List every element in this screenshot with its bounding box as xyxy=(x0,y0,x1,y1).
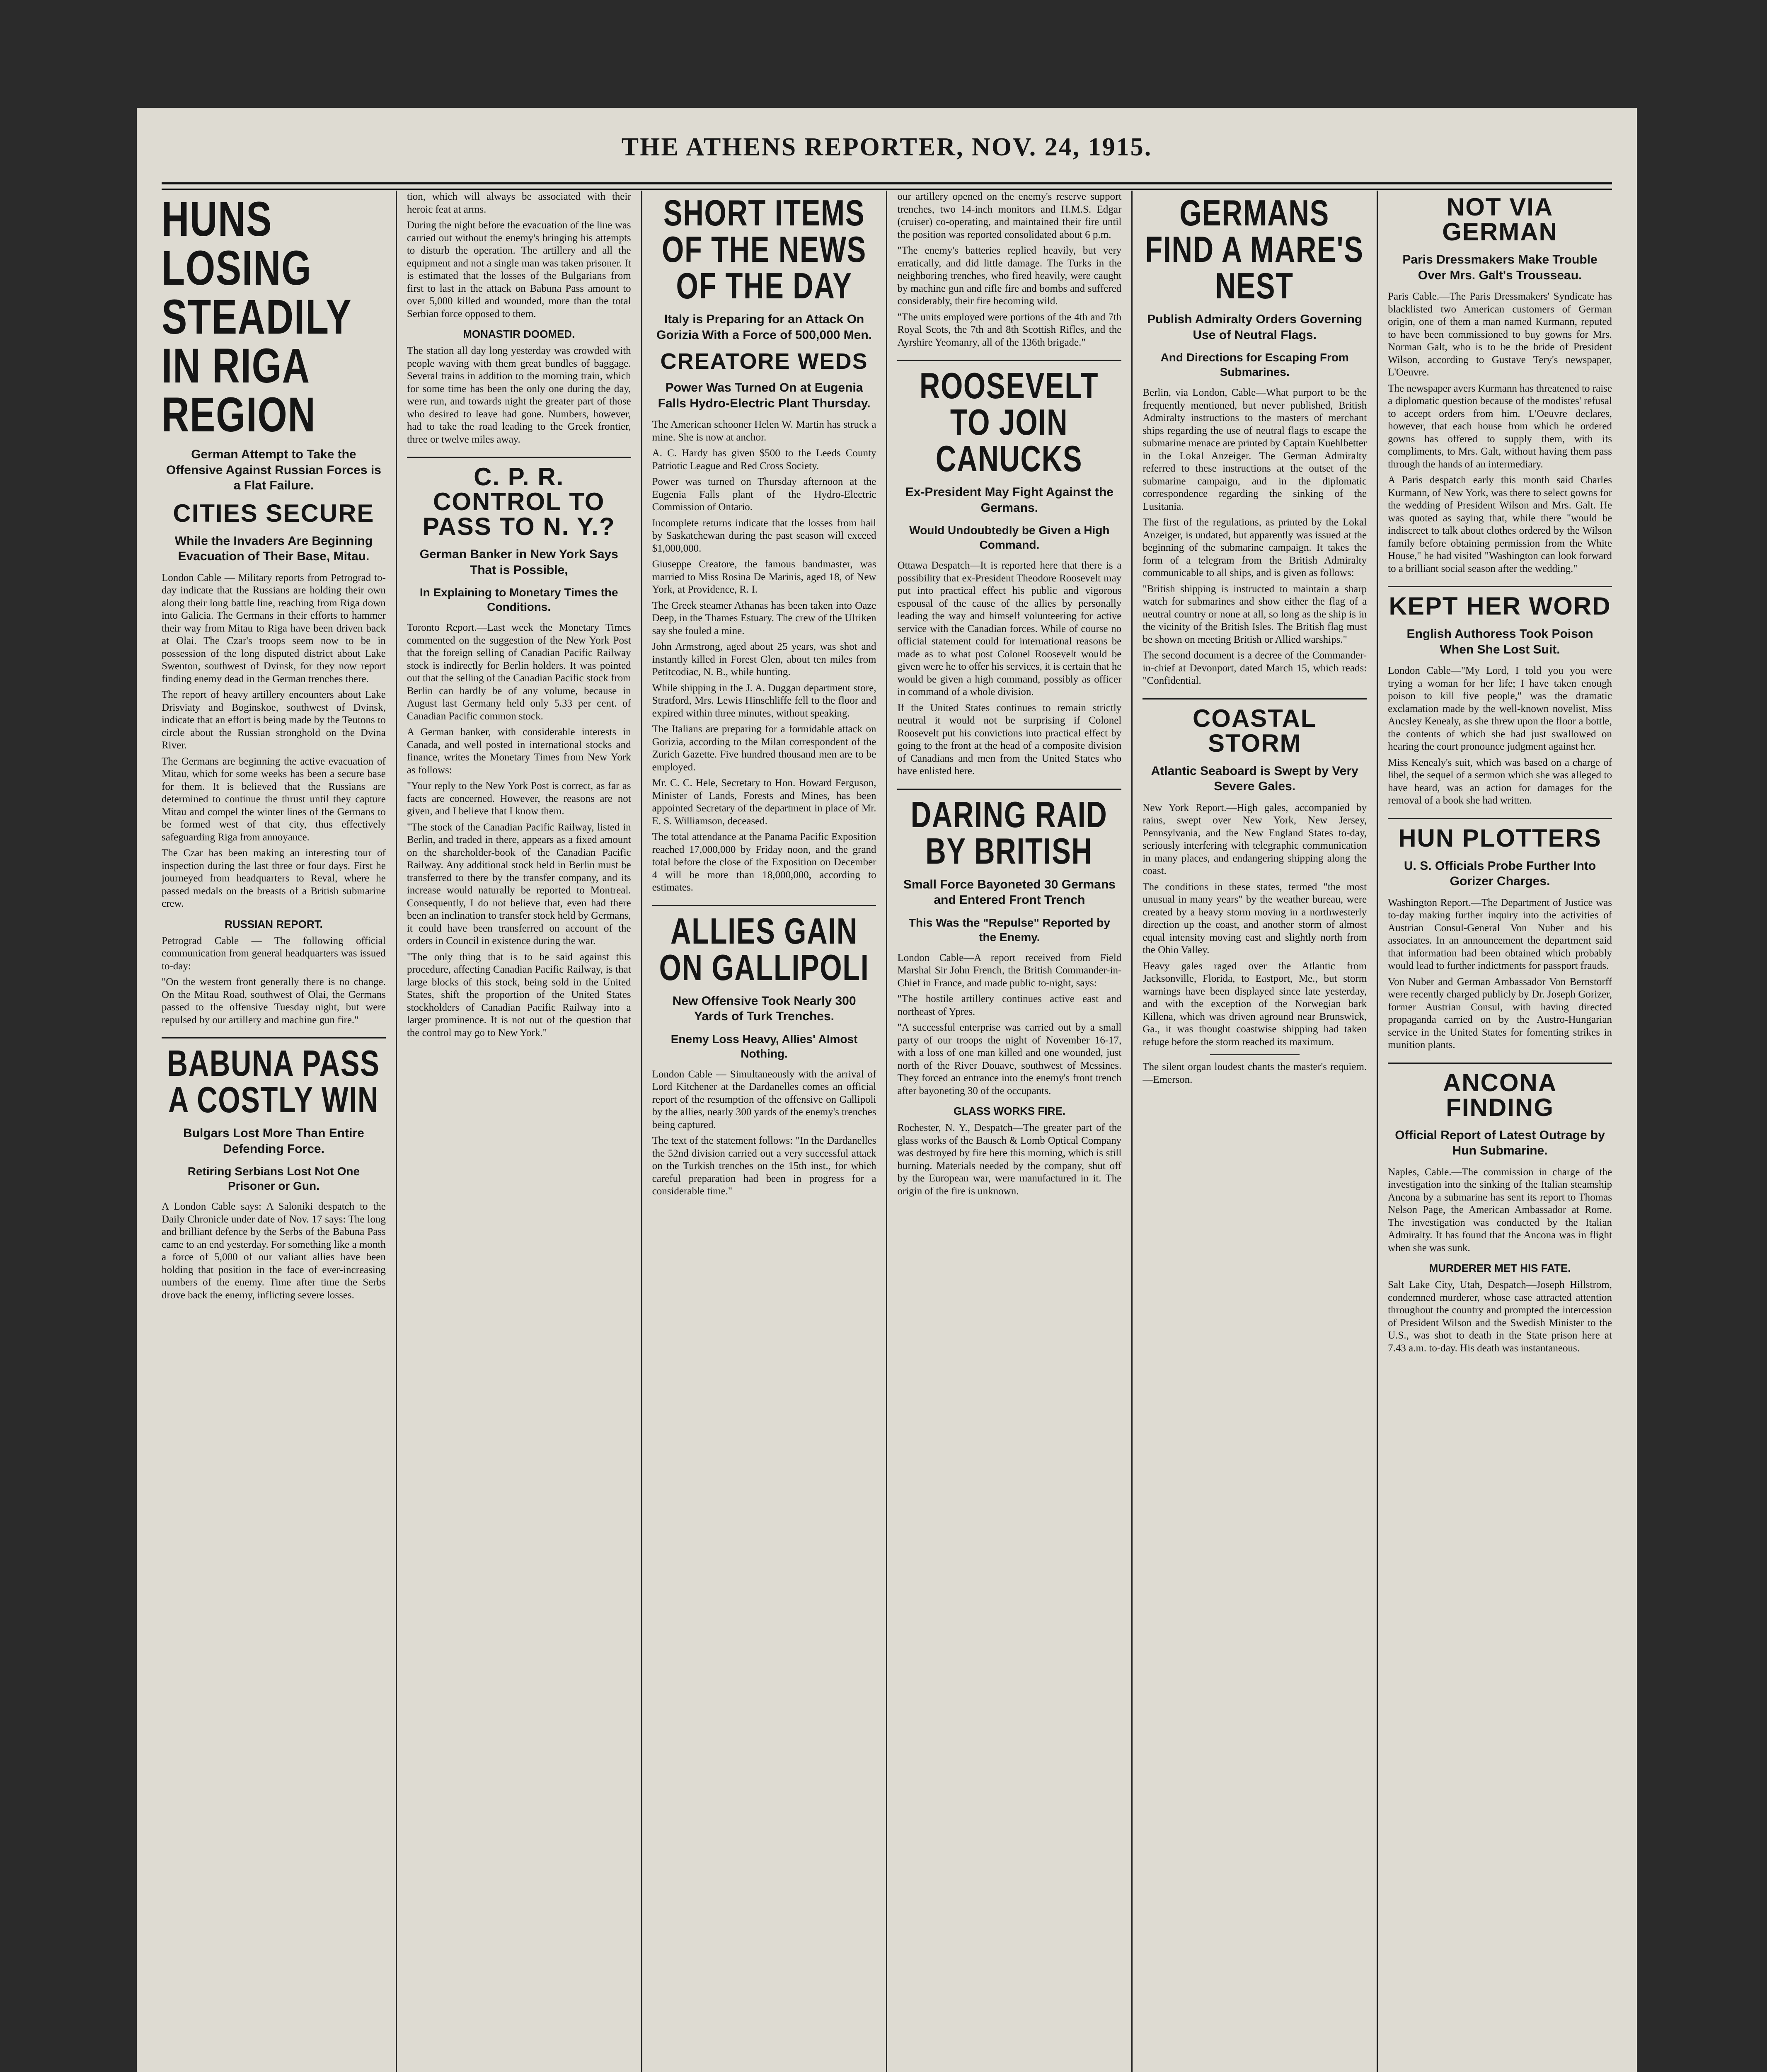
divider xyxy=(1388,586,1612,587)
headline: ROOSEVELT TO JOIN CANUCKS xyxy=(920,365,1099,479)
paragraph: "The hostile artillery continues active east and northeast of Ypres. xyxy=(897,993,1122,1017)
paragraph: Petrograd Cable — The following official communication from general headquarters was issued to-day: xyxy=(162,935,386,972)
article-ancona-finding xyxy=(1388,1070,1612,1355)
paragraph: "On the western front generally there is no change. On the Mitau Road, southwest of Olai, the Germans passed to the offensive Tuesday night, but were repulsed by our artillery and machine gun fire." xyxy=(162,976,386,1026)
divider xyxy=(897,789,1121,790)
article-daring-raid xyxy=(897,796,1121,1198)
paragraph: Von Nuber and German Ambassador Von Bernstorff were recently charged publicly by Dr. Joseph Gorizer, former Austrian Consul, with having directed propaganda carried on by the Austro-Hungarian service in the United States for fomenting strikes in munition plants. xyxy=(1388,976,1612,1051)
deck: German Attempt to Take the Offensive Against Russian Forces is a Flat Failure. xyxy=(166,448,381,492)
deck: German Banker in New York Says That is Possible, xyxy=(419,547,618,577)
article-cpr-control xyxy=(407,465,631,1039)
deck: Enemy Loss Heavy, Allies' Almost Nothing. xyxy=(670,1032,858,1060)
headline: GERMANS FIND A MARE'S NEST xyxy=(1145,192,1364,306)
quotation: The silent organ loudest chants the master's requiem.—Emerson. xyxy=(1142,1061,1367,1085)
paragraph: The conditions in these states, termed "the most unusual in many years" by the weather bureau, were created by a heavy storm moving in a northwesterly direction up the coast, and another storm of almost equal intensity moving east and slightly north from the Ohio Valley. xyxy=(1142,881,1367,956)
paragraph: The Italians are preparing for a formidable attack on Gorizia, according to the Milan correspondent of the Zurich Gazette. Five hundred thousand men are to be employed. xyxy=(652,724,876,773)
divider xyxy=(652,905,876,906)
section-subhead: MONASTIR DOOMED. xyxy=(463,328,575,340)
article-hun-plotters xyxy=(1388,826,1612,1052)
column-1 xyxy=(162,191,396,2072)
paragraph: A Paris despatch early this month said Charles Kurmann, of New York, was there to select gowns for the wedding of President Wilson and Mrs. Galt. He was quoted as saying that, while there "would be indiscreet to talk about clothes ordered by the Wilson family before obtaining permission from the White House," he had visited "Washington can look forward to a brilliant social season after the wedding." xyxy=(1388,474,1612,574)
headline: ALLIES GAIN ON GALLIPOLI xyxy=(659,910,869,988)
paragraph: Power was turned on Thursday afternoon at the Eugenia Falls plant of the Hydro-Electric Commission of Ontario. xyxy=(652,476,876,513)
deck: English Authoress Took Poison When She Lost Suit. xyxy=(1406,627,1593,656)
paragraph: During the night before the evacuation of the line was carried out without the enemy's bringing his attempts to disturb the operation. The artillery and all the equipment and not a single man was taken prisoner. It is estimated that the losses of the Bulgarians from first to last in the attack on Babuna Pass amount to over 5,000 killed and wounded, more than the total Serbian force opposed to them. xyxy=(407,220,631,320)
headline: HUNS LOSING STEADILY IN RIGA REGION xyxy=(162,192,351,442)
divider xyxy=(1388,1063,1612,1064)
column-6 xyxy=(1377,191,1612,2072)
deck: Bulgars Lost More Than Entire Defending Force. xyxy=(183,1126,364,1156)
deck: While the Invaders Are Beginning Evacuation of Their Base, Mitau. xyxy=(174,534,373,563)
section-subhead: MURDERER MET HIS FATE. xyxy=(1429,1262,1571,1274)
paragraph: A London Cable says: A Saloniki despatch to the Daily Chronicle under date of Nov. 17 says: The long and brilliant defence by the Serbs of the Babuna Pass came to an end yesterday. For something like a month a force of 5,000 of our valiant allies have been holding that position in the face of ever-increasing numbers of the enemy. Time after time the Serbs drove back the enemy, inflicting severe losses. xyxy=(162,1201,386,1301)
deck: And Directions for Escaping From Submarines. xyxy=(1160,351,1349,378)
paragraph: New York Report.—High gales, accompanied by rains, swept over New York, New Jersey, Pennsylvania, and the New England States to-day, seriously interfering with telegraphic communication in many places, and endangering shipping along the coast. xyxy=(1142,802,1367,876)
paragraph: The Greek steamer Athanas has been taken into Oaze Deep, in the Thames Estuary. The crew of the Ulriken say she fouled a mine. xyxy=(652,600,876,637)
paragraph: The American schooner Helen W. Martin has struck a mine. She is now at anchor. xyxy=(652,419,876,443)
paragraph: "British shipping is instructed to maintain a sharp watch for submarines and show either the flag of a neutral country or none at all, so long as the ship is in the vicinity of the British Isles. The British flag must be shown on meeting British or Allied warships." xyxy=(1142,583,1367,645)
deck: New Offensive Took Nearly 300 Yards of Turk Trenches. xyxy=(672,994,856,1023)
divider xyxy=(407,457,631,458)
paragraph: Salt Lake City, Utah, Despatch—Joseph Hillstrom, condemned murderer, whose case attracted attention throughout the country and prompted the intercession of President Wilson and the Swedish Minister to the U.S., was shot to death in the State prison here at 7.43 a.m. to-day. His death was instantaneous. xyxy=(1388,1279,1612,1354)
paragraph: Rochester, N. Y., Despatch—The greater part of the glass works of the Bausch & Lomb Optical Company was destroyed by fire here this morning, which is still burning. Materials needed by the company, shut off by the European war, were manufactured in it. The origin of the fire is unknown. xyxy=(897,1122,1122,1197)
paragraph: London Cable — Simultaneously with the arrival of Lord Kitchener at the Dardanelles comes an official report of the resumption of the offensive on Gallipoli by the allies, nearly 300 yards of the enemy's trenches being captured. xyxy=(652,1068,876,1130)
deck: Small Force Bayoneted 30 Germans and Entered Front Trench xyxy=(903,877,1116,907)
headline: SHORT ITEMS OF THE NEWS OF THE DAY xyxy=(661,192,867,306)
article-roosevelt xyxy=(897,365,1122,778)
paragraph: "The only thing that is to be said against this procedure, affecting Canadian Pacific Railway, is that large blocks of this stock, being sold in the United States, shift the proportion of the United States stockholders of Canadian Pacific Railway into a larger prominence. It is not out of the question that the control may go to New York." xyxy=(407,951,631,1038)
paragraph: Naples, Cable.—The commission in charge of the investigation into the sinking of the Italian steamship Ancona by a submarine has sent its report to Thomas Nelson Page, the American Ambassador at Rome. The investigation was conducted by the Italian Admiralty. It has found that the Ancona was in flight when she was sunk. xyxy=(1388,1166,1612,1254)
paragraph: "Your reply to the New York Post is correct, as far as facts are concerned. However, the reasons are not given, and I believe that I know them. xyxy=(407,780,631,817)
deck: Ex-President May Fight Against the Germans. xyxy=(905,485,1114,515)
article-babuna-pass xyxy=(162,1045,386,1302)
article-kept-her-word xyxy=(1388,594,1612,807)
paragraph: "A successful enterprise was carried out by a small party of our troops the night of November 16-17, with a loss of one man killed and one wounded, just north of the River Douave, southwest of Messines. They forced an entrance into the enemy's front trench after bayoneting 30 of the occupants. xyxy=(897,1022,1122,1097)
paragraph: John Armstrong, aged about 25 years, was shot and instantly killed in Forest Glen, about ten miles from Petitcodiac, N. B., while hunting. xyxy=(652,641,876,678)
headline: ANCONA FINDING xyxy=(1443,1068,1557,1121)
paragraph: Heavy gales raged over the Atlantic from Jacksonville, Florida, to Eastport, Me., but storm warnings have been displayed since late yesterday, and with the exception of the Norwegian bark Killena, which was driven aground near Brunswick, Ga., it was thought coastwise shipping had taken refuge before the storm reached its maximum. xyxy=(1142,960,1367,1048)
deck: Paris Dressmakers Make Trouble Over Mrs. Galt's Trousseau. xyxy=(1402,253,1598,282)
headline: KEPT HER WORD xyxy=(1389,592,1611,620)
deck: Publish Admiralty Orders Governing Use of Neutral Flags. xyxy=(1147,312,1363,342)
paragraph: tion, which will always be associated with their heroic feat at arms. xyxy=(407,191,631,215)
divider xyxy=(1388,818,1612,819)
article-coastal-storm xyxy=(1142,706,1367,1087)
paragraph: Incomplete returns indicate that the losses from hail by Saskatchewan during the past season will exceed $1,000,000. xyxy=(652,517,876,554)
paragraph: London Cable — Military reports from Petrograd to-day indicate that the Russians are holding their own along their long battle line, reaching from Riga down into Galicia. The Germans in their efforts to hammer their way from Mitau to Riga have been driven back at Olai. The Czar's troops seem now to be in possession of the long disputed district about Lake Swenton, southwest of Dvinsk, for they now report finding enemy dead in the German trenches there. xyxy=(162,572,386,685)
deck: Would Undoubtedly be Given a High Command. xyxy=(909,524,1110,551)
paragraph: our artillery opened on the enemy's reserve support trenches, two 14-inch monitors and H.M.S. Edgar (cruiser) co-operating, and maintained their fire until the position was reported consolidated about 6 p.m. xyxy=(897,191,1122,240)
paragraph: "The stock of the Canadian Pacific Railway, listed in Berlin, and traded in there, appears as a fixed amount on the shareholder-book of the Canadian Pacific Railway. Any additional stock held in Berlin must be transferred to there by the transfer company, and its increase would naturally be reported to Montreal. Consequently, I do not believe that, even had there been an inclination to transfer stock held by Germans, it could have been transferred on account of the orders in Council in existence during the war. xyxy=(407,821,631,946)
column-3 xyxy=(641,191,886,2072)
paragraph: The report of heavy artillery encounters about Lake Drisviaty and Boginskoe, southwest of Dvinsk, indicate that an effort is being made by the Teutons to circle about the Russian stronghold on the Dvina River. xyxy=(162,689,386,751)
headline: COASTAL STORM xyxy=(1192,704,1317,757)
paragraph: The newspaper avers Kurmann has threatened to raise a diplomatic question because of the modistes' refusal to accept orders from him. L'Oeuvre declares, however, that each house from which he ordered gowns has offered to supply them, with its compliments, to Mrs. Galt, without having them pass through the hands of an intermediary. xyxy=(1388,382,1612,470)
paragraph: Washington Report.—The Department of Justice was to-day making further inquiry into the activities of Austrian Consul-General Von Nuber and his associates. In an announcement the department said that information had been obtained which probably would lead to further indictments for passport frauds. xyxy=(1388,897,1612,971)
deck: In Explaining to Monetary Times the Conditions. xyxy=(419,586,618,613)
paragraph: Berlin, via London, Cable—What purport to be the frequently mentioned, but never published, British Admiralty instructions to the masters of merchant ships regarding the use of neutral flags to escape the submarine menace are printed by Captain Kuehlbetter in the Lokal Anzeiger. The German Admiralty referred to these instructions at the outset of the submarine campaign, and in the diplomatic correspondence regarding the sinking of the Lusitania. xyxy=(1142,387,1367,512)
article-mares-nest xyxy=(1142,192,1367,687)
paragraph: Giuseppe Creatore, the famous bandmaster, was married to Miss Rosina De Marinis, aged 18, of New York, at Providence, R. I. xyxy=(652,559,876,595)
deck: This Was the "Repulse" Reported by the Enemy. xyxy=(908,916,1110,944)
deck: Italy is Preparing for an Attack On Gorizia With a Force of 500,000 Men. xyxy=(656,312,872,342)
headline: C. P. R. CONTROL TO PASS TO N. Y.? xyxy=(422,463,615,540)
paragraph: A German banker, with considerable interests in Canada, and well posted in international stocks and finance, writes the Monetary Times from New York as follows: xyxy=(407,726,631,776)
deck: U. S. Officials Probe Further Into Gorizer Charges. xyxy=(1404,859,1596,888)
paragraph: The Germans are beginning the active evacuation of Mitau, which for some weeks has been a secure base for them. It is believed that the Russians are determined to continue the thrust until they capture Mitau and compel the winter lines of the Germans to be formed west of that city, thus effectively safeguarding Riga from annoyance. xyxy=(162,755,386,843)
deck: Retiring Serbians Lost Not One Prisoner or Gun. xyxy=(187,1165,360,1192)
divider xyxy=(1210,1054,1300,1055)
paragraph: Paris Cable.—The Paris Dressmakers' Syndicate has blacklisted two American customers of German origin, one of them a man named Kurmann, reputed to have been commissioned to buy gowns for Mrs. Norman Galt, who is to be the bride of President Wilson, according to Gustave Tery's newspaper, L'Oeuvre. xyxy=(1388,291,1612,378)
deck: Atlantic Seaboard is Swept by Very Severe Gales. xyxy=(1151,764,1358,793)
paragraph: London Cable—"My Lord, I told you you were trying a woman for her life; I have taken enough poison to kill five people," was the dramatic exclamation made by the well-known novelist, Miss Ancsley Kenealy, as she threw upon the floor a bottle, the contents of which she had just swallowed on hearing the court pronounce judgment against her. xyxy=(1388,665,1612,752)
paragraph: While shipping in the J. A. Duggan department store, Stratford, Mrs. Lewis Hinschliffe fell to the floor and expired within three minutes, without speaking. xyxy=(652,682,876,719)
headline: NOT VIA GERMAN xyxy=(1442,193,1558,246)
subheadline: CITIES SECURE xyxy=(173,499,375,527)
section-subhead: RUSSIAN REPORT. xyxy=(224,917,323,930)
paragraph: The Czar has been making an interesting tour of inspection during the last three or four days. First he journeyed from headquarters to Reval, where he passed medals on the breasts of a British submarine crew. xyxy=(162,847,386,909)
headline: BABUNA PASS A COSTLY WIN xyxy=(167,1043,380,1120)
paragraph: Miss Kenealy's suit, which was based on a charge of libel, the sequel of a sermon which she was alleged to have heard, was an action for damages for the removal of a book she had written. xyxy=(1388,757,1612,806)
paragraph: "The units employed were portions of the 4th and 7th Royal Scots, the 7th and 8th Scottish Rifles, and the Ayrshire Yeomanry, all of the 136th brigade." xyxy=(897,311,1122,348)
paragraph: The second document is a decree of the Commander-in-chief at Devonport, dated March 15, which reads: "Confidential. xyxy=(1142,650,1367,686)
article-allies-gain xyxy=(652,910,876,1198)
paragraph: Ottawa Despatch—It is reported here that there is a possibility that ex-President Theodore Roosevelt may put into practical effect his public and vigorous espousal of the cause of the allies by personally leading the way and himself volunteering for active service with the Canadian forces. While of course no official statement could for international reasons be made as to what post Colonel Roosevelt would be given were he to offer his services, it is certain that he would be given a high command, possibly as officer in command of a whole division. xyxy=(897,560,1122,697)
paragraph: Toronto Report.—Last week the Monetary Times commented on the suggestion of the New York Post that the foreign selling of Canadian Pacific Railway stock is indirectly for Berlin holders. It was pointed out that the selling of the Canadian Pacific stock from Berlin can hardly be of any volume, because in August last Germany held only 5.33 per cent. of Canadian Pacific common stock. xyxy=(407,622,631,722)
headline: HUN PLOTTERS xyxy=(1398,824,1602,852)
paragraph: The station all day long yesterday was crowded with people waving with them great bundles of baggage. Several trains in addition to the morning train, which for some time has been the only one during the day, were run, and towards night the greater part of those who desired to leave had gone. Numbers, however, had to take the road leading to the Greek frontier, three or twelve miles away. xyxy=(407,345,631,445)
paragraph: A. C. Hardy has given $500 to the Leeds County Patriotic League and Red Cross Society. xyxy=(652,448,876,472)
masthead-rule xyxy=(162,182,1612,190)
divider xyxy=(1142,698,1367,700)
paragraph: Mr. C. C. Hele, Secretary to Hon. Howard Ferguson, Minister of Lands, Forests and Mines, has been appointed Secretary of the department in place of Mr. E. S. Williamson, deceased. xyxy=(652,777,876,827)
section-subhead: GLASS WORKS FIRE. xyxy=(953,1105,1065,1117)
column-5 xyxy=(1131,191,1377,2072)
article-babuna-continued xyxy=(407,191,631,446)
subheadline: CREATORE WEDS xyxy=(660,349,868,374)
column-4 xyxy=(886,191,1131,2072)
article-not-via-german xyxy=(1388,195,1612,575)
paragraph: If the United States continues to remain strictly neutral it would not be surprising if Colonel Roosevelt put his convictions into practical effect by going to the front at the head of a composite division of Canadians and men from the United States who have enlisted here. xyxy=(897,702,1122,777)
article-huns-losing xyxy=(162,192,386,1026)
column-2 xyxy=(396,191,641,2072)
paragraph: The total attendance at the Panama Pacific Exposition reached 17,000,000 by Friday noon, and the grand total before the close of the Exposition on December 4 will be more than 18,000,000, according to estimates. xyxy=(652,831,876,893)
headline: DARING RAID BY BRITISH xyxy=(911,794,1108,871)
divider xyxy=(897,360,1121,361)
masthead: THE ATHENS REPORTER, NOV. 24, 1915. xyxy=(621,133,1152,161)
paragraph: London Cable—A report received from Field Marshal Sir John French, the British Commander-in-Chief in France, and made public to-night, says: xyxy=(897,952,1122,989)
paragraph: "The enemy's batteries replied heavily, but very erratically, and did little damage. The Turks in the neighboring trenches, who fired heavily, were caught by machine gun and rifle fire and bombs and suffered considerably, their fire becoming wild. xyxy=(897,245,1122,307)
newspaper-page xyxy=(137,108,1637,2072)
columns xyxy=(162,191,1612,2072)
article-short-items xyxy=(652,192,876,894)
paragraph: The text of the statement follows: "In the Dardanelles the 52nd division carried out a very successful attack on the Turkish trenches on the 15th inst., for which careful preparation had been in progress for a considerable time." xyxy=(652,1135,876,1197)
deck: Official Report of Latest Outrage by Hun Submarine. xyxy=(1395,1128,1605,1157)
article-gallipoli-continued xyxy=(897,191,1121,349)
divider xyxy=(162,1037,386,1038)
deck: Power Was Turned On at Eugenia Falls Hydro-Electric Plant Thursday. xyxy=(658,381,871,410)
paragraph: The first of the regulations, as printed by the Lokal Anzeiger, is undated, but apparently was issued at the beginning of the submarine campaign. It takes the form of a telegram from the British Admiralty communicable to all ships, and is given as follows: xyxy=(1142,517,1367,579)
